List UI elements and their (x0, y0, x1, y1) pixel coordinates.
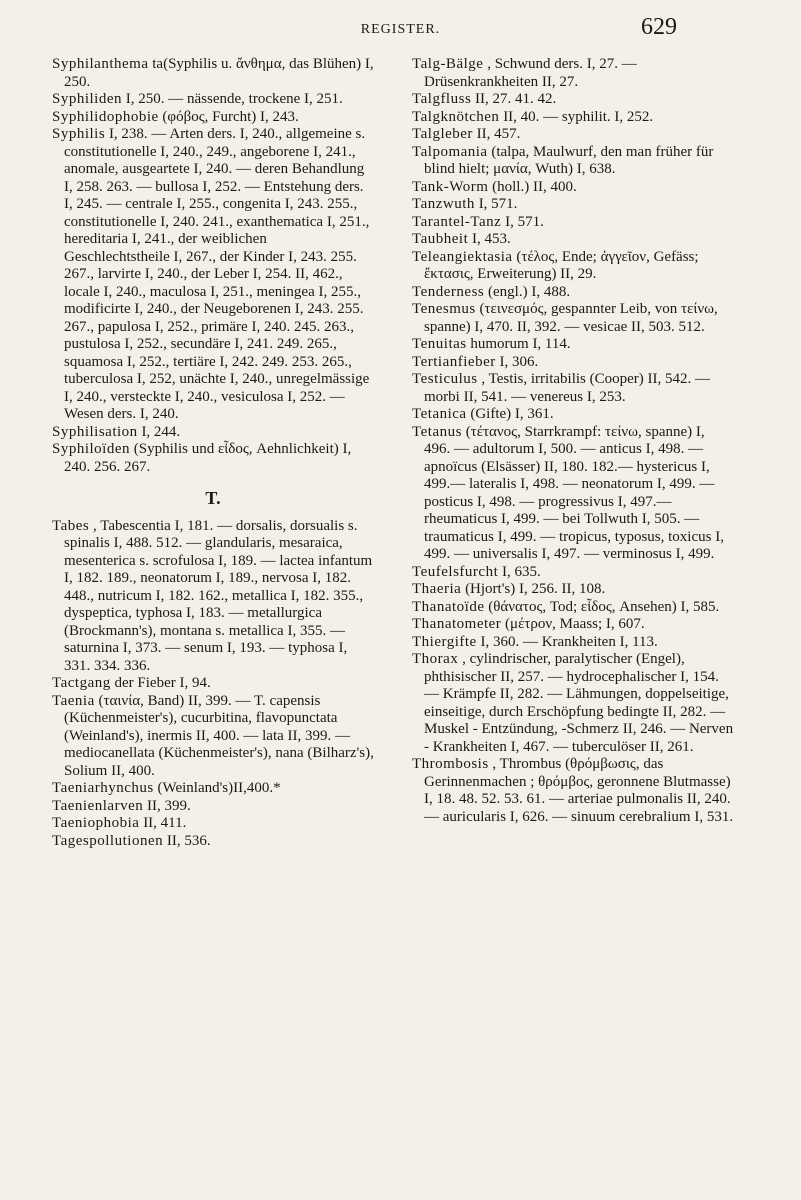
entry-text: I, 571. (505, 213, 544, 230)
index-entry (412, 564, 734, 582)
index-entry (52, 424, 374, 442)
index-entry (52, 518, 374, 676)
entry-text: II, 411. (143, 815, 187, 831)
entry-text: , Testis, irritabilis (Cooper) II, 542. — morbi II, 541. — venereus I, 253. (424, 371, 710, 405)
entry-text: (ταινία, Band) II, 399. — T. capensis (Küchenmeister's), cucurbitina, flavopunctata (Weinland's), inermis II, 400. — lata II, 399. — mediocanellata (Küchenmeister's), nana (Bilharz's), Solium II, 400. (64, 692, 374, 779)
index-entry (412, 336, 734, 354)
entry-headword: Tenderness (412, 283, 485, 300)
index-entry (412, 231, 734, 249)
entry-headword: Thorax (412, 651, 459, 667)
entry-text: , cylindrischer, paralytischer (Engel), phthisischer II, 257. — hydrocephalischer I, 154. — Krämpfe II, 282. — Lähmungen, doppelseitige, einseitige, durch Erschöpfung bedingte II, 282. — Muskel - Entzündung, -Schmerz II, 246. — Nerven - Krankheiten I, 467. — tuberculöser II, 261. (424, 651, 734, 755)
entry-headword: Taenia (52, 692, 95, 709)
entry-headword: Thiergifte (412, 633, 477, 650)
entry-headword: Tactgang (52, 675, 111, 691)
entry-text: , Tabescentia I, 181. — dorsalis, dorsualis s. spinalis I, 488. 512. — glandularis, mesaraica, mesenterica s. scrofulosa I, 189. — lactea infantum I, 182. 189., neonatorum I, 189., nervosa I, 182. 448., nutricum I, 182. 162., metallica I, 182. 355., dyspeptica, typhosa I, 183. — metallurgica (Brockmann's), montana s. metallica I, 355. — saturnina I, 373. — senum I, 193. — typhosa I, 331. 334. 336. (64, 517, 373, 674)
entry-headword: Syphilanthema (52, 56, 149, 72)
entry-headword: Syphilis (52, 126, 106, 142)
index-entry (412, 214, 734, 232)
entry-text: II, 40. — syphilit. I, 252. (503, 108, 654, 125)
entry-text: II, 399. (146, 797, 191, 814)
index-entry (52, 798, 374, 816)
entry-text: I, 571. (478, 196, 518, 212)
entry-headword: Thaeria (412, 581, 462, 597)
entry-text: (μέτρον, Maass; I, 607. (505, 616, 645, 632)
entry-text: (Hjort's) I, 256. II, 108. (465, 581, 606, 597)
entry-headword: Thanatoïde (412, 598, 485, 615)
entry-text: I, 238. — Arten ders. I, 240., allgemeine s. constitutionelle I, 240., 249., angeborene I, 241., anomale, ausgeartete I, 240. — deren Behandlung I, 258. 263. — bullosa I, 252. — Entstehung ders. I, 245. — centrale I, 255., congenita I, 243. 255., constitutionelle I, 240. 241., exanthematica I, 251., hereditaria I, 241., der weiblichen Geschlechtstheile I, 267., der Kinder I, 243. 255. 267., larvirte I, 240., der Leber I, 254. II, 462., locale I, 240., maculosa I, 251., meningea I, 255., modificirte I, 240., der Neugeborenen I, 243. 255. 267., papulosa I, 252., primäre I, 240. 245. 263., pustulosa I, 252., secundäre I, 241. 249. 265., squamosa I, 252., tertiäre I, 242. 249. 253. 265., tuberculosa I, 252, unächte I, 240., unregelmässige I, 240., versteckte I, 240., vesiculosa I, 252. — Wesen ders. I, 240. (64, 126, 370, 422)
left-column (52, 56, 374, 850)
entry-headword: Tarantel-Tanz (412, 213, 502, 230)
index-entry (412, 616, 734, 634)
entry-headword: Taeniarhynchus (52, 780, 154, 796)
index-entry (412, 144, 734, 179)
entry-headword: Syphiloïden (52, 441, 131, 457)
index-entry (52, 833, 374, 851)
page-header (0, 12, 801, 52)
running-head: REGISTER. (360, 22, 441, 37)
index-entry (412, 56, 734, 91)
index-entry (52, 109, 374, 127)
entry-text: II, 457. (476, 126, 521, 142)
index-entry (52, 693, 374, 781)
entry-text: (Weinland's)II,400.* (157, 780, 281, 796)
entry-text: (τέλος, Ende; ἀγγεῖον, Gefäss; ἔκτασις, Erweiterung) II, 29. (424, 248, 699, 282)
entry-text: (θάνατος, Tod; εἶδος, Ansehen) I, 585. (488, 598, 720, 615)
entry-headword: Teufelsfurcht (412, 563, 499, 580)
entry-text: (φόβος, Furcht) I, 243. (162, 108, 299, 125)
index-entry (412, 354, 734, 372)
entry-text: (τέτανος, Starrkrampf: τείνω, spanne) I, 496. — adultorum I, 500. — anticus I, 498. — apnoïcus (Elsässer) II, 180. 182.— hystericus I, 499.— lateralis I, 498. — neonatorum I, 499. — posticus I, 498. — progressivus I, 497.— rheumaticus I, 499. — bei Tollwuth I, 505. — traumaticus I, 499. — tropicus, typosus, toxicus I, 499. — universalis I, 497. — verminosus I, 499. (424, 423, 724, 562)
entry-text: II, 536. (166, 832, 211, 849)
index-entry (412, 424, 734, 564)
index-entry (52, 780, 374, 798)
entry-text: (talpa, Maulwurf, den man früher für blind hielt; μανία, Wuth) I, 638. (424, 143, 714, 177)
right-column (412, 56, 734, 826)
entry-text: II, 27. 41. 42. (475, 91, 557, 107)
entry-headword: Syphilisation (52, 423, 138, 440)
index-entry (412, 109, 734, 127)
entry-text: I, 360. — Krankheiten I, 113. (480, 633, 658, 650)
entry-headword: Tank-Worm (412, 178, 489, 195)
entry-headword: Tabes (52, 517, 90, 534)
entry-text: der Fieber I, 94. (114, 675, 211, 691)
entry-text: ta(Syphilis u. ἄνθημα, das Blühen) I, 250. (64, 56, 374, 90)
entry-text: , Schwund ders. I, 27. — Drüsenkrankheiten II, 27. (424, 56, 637, 90)
entry-text: (holl.) II, 400. (492, 178, 577, 195)
index-entry (412, 249, 734, 284)
entry-text: (engl.) I, 488. (488, 283, 571, 300)
index-entry (412, 756, 734, 826)
entry-headword: Tagespollutionen (52, 832, 164, 849)
index-entry (52, 126, 374, 424)
index-entry (52, 815, 374, 833)
index-entry (412, 406, 734, 424)
entry-text: (Gifte) I, 361. (470, 406, 554, 422)
index-entry (412, 196, 734, 214)
entry-headword: Tertianfieber (412, 353, 496, 370)
entry-headword: Thrombosis (412, 756, 489, 772)
entry-headword: Talpomania (412, 143, 488, 160)
entry-headword: Talgfluss (412, 91, 472, 107)
index-entry (412, 581, 734, 599)
index-entry (412, 179, 734, 197)
index-entry (412, 126, 734, 144)
index-entry (52, 56, 374, 91)
entry-headword: Syphilidophobie (52, 108, 159, 125)
index-entry (412, 91, 734, 109)
entry-headword: Tetanica (412, 406, 467, 422)
index-entry (412, 599, 734, 617)
page-number: 629 (641, 14, 677, 40)
entry-headword: Tenuitas (412, 336, 467, 352)
entry-headword: Tetanus (412, 423, 462, 440)
entry-text: humorum I, 114. (470, 336, 571, 352)
index-entry (52, 91, 374, 109)
index-entry (412, 651, 734, 756)
entry-headword: Tenesmus (412, 301, 476, 317)
index-entry (412, 634, 734, 652)
entry-headword: Talgknötchen (412, 108, 500, 125)
entry-headword: Teleangiektasia (412, 248, 513, 265)
entry-headword: Talg-Bälge (412, 56, 484, 72)
entries-t (52, 518, 374, 851)
entry-text: I, 306. (499, 353, 539, 370)
entry-headword: Taenienlarven (52, 797, 144, 814)
entries-s (52, 56, 374, 476)
entry-headword: Talgleber (412, 126, 473, 142)
entry-headword: Taubheit (412, 231, 469, 247)
entry-text: (τεινεσμός, gespannter Leib, von τείνω, spanne) I, 470. II, 392. — vesicae II, 503. 512. (424, 301, 718, 335)
index-entry (52, 441, 374, 476)
entry-text: I, 250. — nässende, trockene I, 251. (125, 91, 343, 107)
entry-text: I, 453. (472, 231, 511, 247)
entry-headword: Syphiliden (52, 91, 123, 107)
index-entry (412, 284, 734, 302)
section-letter-t: T. (205, 488, 221, 508)
entry-text: , Thrombus (θρόμβωσις, das Gerinnenmachen ; θρόμβος, geronnene Blutmasse) I, 18. 48. 52. 53. 61. — arteriae pulmonalis II, 240. — auricularis I, 626. — sinuum cerebralium I, 531. (424, 756, 734, 825)
index-entry (52, 675, 374, 693)
entry-headword: Thanatometer (412, 616, 502, 632)
entry-text: I, 244. (141, 423, 181, 440)
entry-headword: Taeniophobia (52, 815, 140, 831)
entry-headword: Testiculus (412, 371, 478, 387)
index-entry (412, 301, 734, 336)
index-entry (412, 371, 734, 406)
entry-text: I, 635. (502, 563, 541, 580)
entry-headword: Tanzwuth (412, 196, 475, 212)
entry-text: (Syphilis und εἶδος, Aehnlichkeit) I, 240. 256. 267. (64, 441, 352, 475)
